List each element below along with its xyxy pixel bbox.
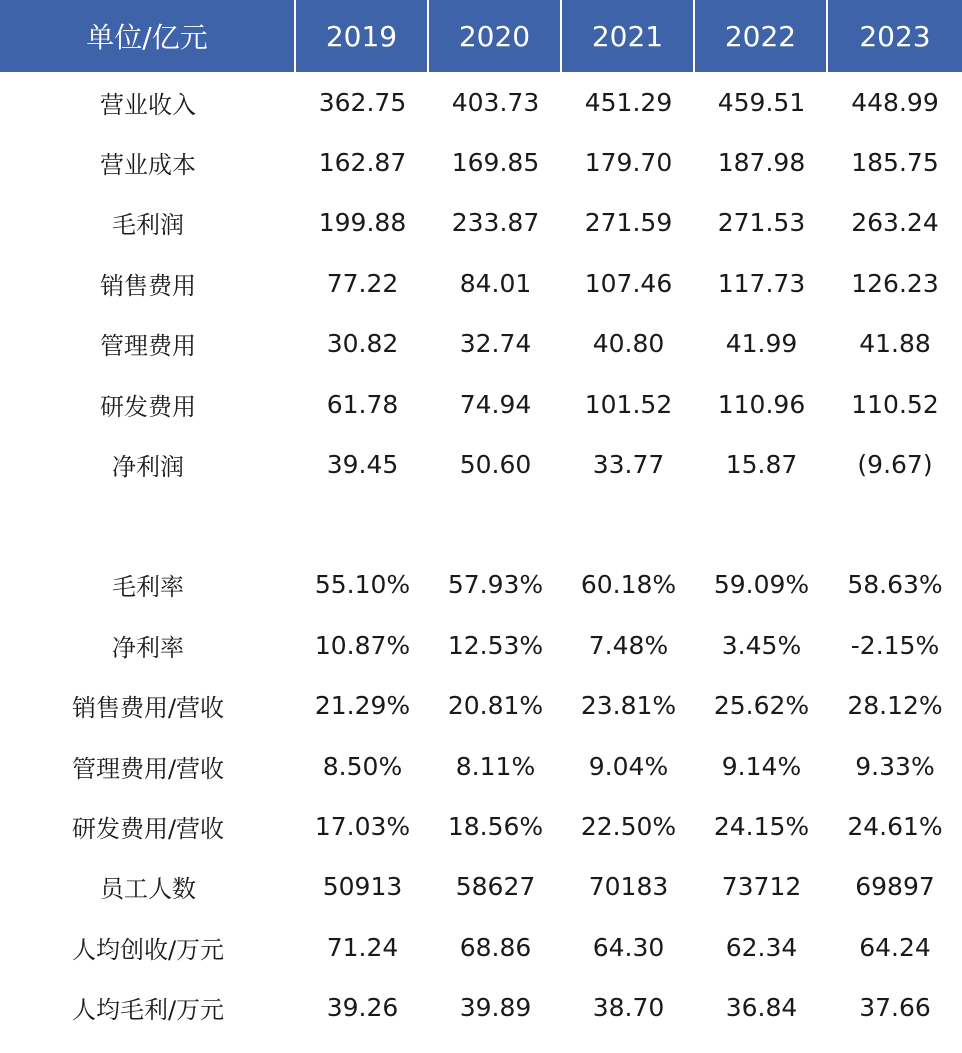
cell-value: 40.80 <box>592 329 665 359</box>
cell-value: (9.67) <box>857 450 933 480</box>
cell-value: 70183 <box>588 872 669 902</box>
cell-value: 162.87 <box>318 148 407 178</box>
cell-value: 271.53 <box>717 208 806 238</box>
cell-value: 117.73 <box>717 268 806 298</box>
cell-value: -2.15% <box>850 630 940 660</box>
year-header: 2020 <box>429 0 562 72</box>
cell-value: 12.53% <box>447 630 544 660</box>
cell-value: 3.45% <box>721 630 802 660</box>
cell-value: 74.94 <box>459 389 532 419</box>
cell-value: 24.61% <box>847 811 943 841</box>
cell-value: 28.12% <box>847 691 943 721</box>
cell-value: 41.99 <box>725 329 798 359</box>
table-row <box>0 434 962 494</box>
cell-value: 39.26 <box>326 993 399 1023</box>
cell-value: 22.50% <box>580 811 677 841</box>
row-label: 研发费用 <box>100 392 196 421</box>
cell-value: 68.86 <box>459 932 532 962</box>
table-row <box>0 796 962 856</box>
cell-value: 451.29 <box>584 87 673 117</box>
table-row <box>0 977 962 1037</box>
cell-value: 69897 <box>855 872 935 902</box>
row-label: 管理费用/营收 <box>71 754 225 783</box>
cell-value: 20.81% <box>447 691 544 721</box>
cell-value: 84.01 <box>459 268 532 298</box>
cell-value: 187.98 <box>717 148 806 178</box>
table-row <box>0 72 962 132</box>
cell-value: 169.85 <box>451 148 540 178</box>
table-row <box>0 374 962 434</box>
cell-value: 55.10% <box>314 570 411 600</box>
cell-value: 10.87% <box>314 630 411 660</box>
cell-value: 101.52 <box>584 389 673 419</box>
cell-value: 77.22 <box>326 268 399 298</box>
cell-value: 25.62% <box>713 691 810 721</box>
table-row <box>0 736 962 796</box>
row-label: 营业收入 <box>100 90 196 119</box>
table-row <box>0 132 962 192</box>
row-label: 管理费用 <box>100 332 196 361</box>
cell-value: 263.24 <box>851 208 939 238</box>
cell-value: 21.29% <box>314 691 411 721</box>
cell-value: 64.30 <box>592 932 665 962</box>
row-label: 销售费用/营收 <box>71 694 225 723</box>
cell-value: 60.18% <box>580 570 677 600</box>
header-row <box>0 0 962 72</box>
row-label: 研发费用/营收 <box>71 814 225 843</box>
row-label: 人均毛利/万元 <box>71 996 225 1025</box>
cell-value: 39.89 <box>459 993 532 1023</box>
row-label: 营业成本 <box>100 151 196 180</box>
cell-value: 73712 <box>721 872 802 902</box>
cell-value: 71.24 <box>326 932 399 962</box>
cell-value: 15.87 <box>725 450 798 480</box>
cell-value: 61.78 <box>326 389 399 419</box>
cell-value: 110.52 <box>851 389 939 419</box>
cell-value: 30.82 <box>326 329 399 359</box>
table-row <box>0 253 962 313</box>
cell-value: 62.34 <box>725 932 798 962</box>
section-spacer <box>0 495 962 555</box>
cell-value: 199.88 <box>318 208 407 238</box>
cell-value: 233.87 <box>451 208 540 238</box>
cell-value: 37.66 <box>859 993 931 1023</box>
cell-value: 9.04% <box>588 751 669 781</box>
unit-header: 单位/亿元 <box>0 0 296 72</box>
cell-value: 17.03% <box>314 811 411 841</box>
cell-value: 362.75 <box>318 87 407 117</box>
cell-value: 24.15% <box>713 811 810 841</box>
cell-value: 9.33% <box>855 751 935 781</box>
cell-value: 110.96 <box>717 389 806 419</box>
year-header: 2019 <box>296 0 429 72</box>
row-label: 员工人数 <box>100 875 196 904</box>
cell-value: 185.75 <box>851 148 939 178</box>
row-label: 人均创收/万元 <box>71 935 225 964</box>
row-label: 毛利润 <box>112 211 184 240</box>
cell-value: 58.63% <box>847 570 943 600</box>
table-row <box>0 857 962 917</box>
cell-value: 126.23 <box>851 268 939 298</box>
cell-value: 50.60 <box>459 450 532 480</box>
year-header: 2021 <box>562 0 695 72</box>
table-row <box>0 555 962 615</box>
cell-value: 38.70 <box>592 993 665 1023</box>
row-label: 销售费用 <box>100 271 196 300</box>
table-row <box>0 193 962 253</box>
cell-value: 64.24 <box>859 932 931 962</box>
table-row <box>0 615 962 675</box>
cell-value: 9.14% <box>721 751 802 781</box>
cell-value: 33.77 <box>592 450 665 480</box>
cell-value: 179.70 <box>584 148 673 178</box>
table-row <box>0 676 962 736</box>
cell-value: 41.88 <box>859 329 931 359</box>
cell-value: 50913 <box>322 872 403 902</box>
cell-value: 18.56% <box>447 811 544 841</box>
cell-value: 39.45 <box>326 450 399 480</box>
spacer-cell <box>0 495 962 555</box>
cell-value: 8.11% <box>455 751 536 781</box>
row-label: 毛利率 <box>112 573 184 602</box>
row-label: 净利润 <box>112 453 184 482</box>
cell-value: 107.46 <box>584 268 673 298</box>
cell-value: 448.99 <box>851 87 939 117</box>
cell-value: 36.84 <box>725 993 798 1023</box>
cell-value: 58627 <box>455 872 536 902</box>
year-header: 2022 <box>695 0 828 72</box>
year-header: 2023 <box>828 0 962 72</box>
cell-value: 59.09% <box>713 570 810 600</box>
cell-value: 32.74 <box>459 329 532 359</box>
table-row <box>0 917 962 977</box>
cell-value: 7.48% <box>588 630 669 660</box>
cell-value: 459.51 <box>717 87 806 117</box>
row-label: 净利率 <box>112 633 184 662</box>
table-row <box>0 314 962 374</box>
cell-value: 271.59 <box>584 208 673 238</box>
cell-value: 403.73 <box>451 87 540 117</box>
cell-value: 23.81% <box>580 691 677 721</box>
cell-value: 8.50% <box>322 751 403 781</box>
cell-value: 57.93% <box>447 570 544 600</box>
